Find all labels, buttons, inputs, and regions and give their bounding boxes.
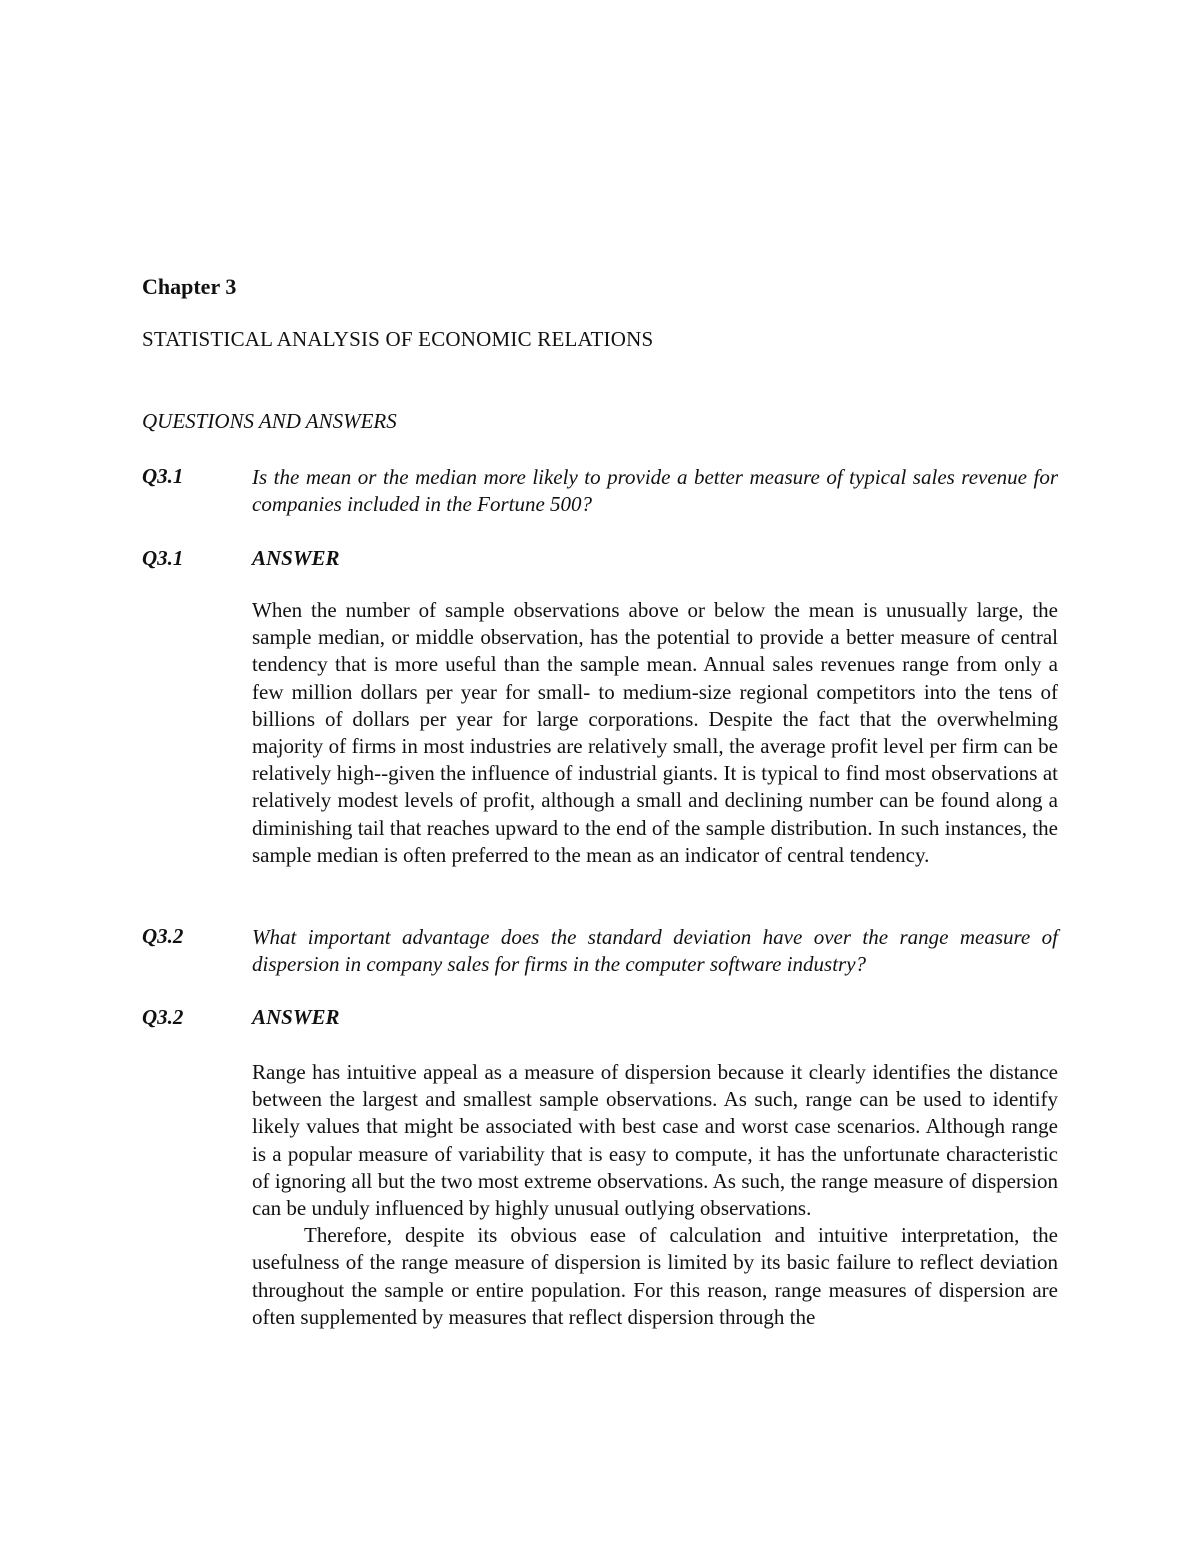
answer-q3-1 xyxy=(252,597,1058,869)
answer-label: Q3.2 xyxy=(142,1005,184,1029)
question-text: Is the mean or the median more likely to provide a better measure of typical sales revenue for companies included in the Fortune 500? xyxy=(252,465,1058,516)
section-heading: QUESTIONS AND ANSWERS xyxy=(142,409,397,433)
answer-paragraph: Therefore, despite its obvious ease of calculation and intuitive interpretation, the usefulness of the range measure of dispersion is limited by its basic failure to reflect deviation throughout the sample or entire population. For this reason, range measures of dispersion are often supplemented by measures that reflect dispersion through the xyxy=(252,1223,1058,1329)
answer-paragraph: Range has intuitive appeal as a measure of dispersion because it clearly identifies the distance between the largest and smallest sample observations. As such, range can be used to identify likely values that might be associated with best case and worst case scenarios. Although range is a popular measure of variability that is easy to compute, it has the unfortunate characteristic of ignoring all but the two most extreme observations. As such, the range measure of dispersion can be unduly influenced by highly unusual outlying observations. xyxy=(252,1060,1058,1221)
question-text: What important advantage does the standard deviation have over the range measure of dispersion in company sales for firms in the computer software industry? xyxy=(252,925,1058,976)
answer-title: ANSWER xyxy=(252,546,340,570)
chapter-title: STATISTICAL ANALYSIS OF ECONOMIC RELATIONS xyxy=(142,327,654,351)
chapter-heading: Chapter 3 xyxy=(142,274,237,299)
answer-title: ANSWER xyxy=(252,1005,340,1029)
answer-paragraph: When the number of sample observations above or below the mean is unusually large, the sample median, or middle observation, has the potential to provide a better measure of central tendency that is more useful than the sample mean. Annual sales revenues range from only a few million dollars per year for small- to medium-size regional competitors into the tens of billions of dollars per year for large corporations. Despite the fact that the overwhelming majority of firms in most industries are relatively small, the average profit level per firm can be relatively high--given the influence of industrial giants. It is typical to find most observations at relatively modest levels of profit, although a small and declining number can be found along a diminishing tail that reaches upward to the end of the sample distribution. In such instances, the sample median is often preferred to the mean as an indicator of central tendency. xyxy=(252,598,1058,867)
question-label: Q3.1 xyxy=(142,464,184,488)
answer-q3-2 xyxy=(252,1059,1058,1331)
answer-label: Q3.1 xyxy=(142,546,184,570)
question-label: Q3.2 xyxy=(142,924,184,948)
